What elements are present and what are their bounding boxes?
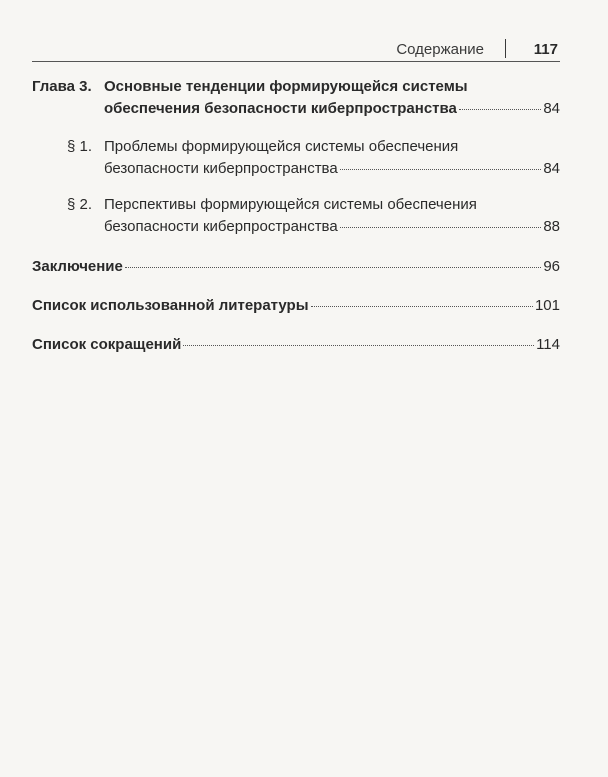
dot-leader — [459, 109, 541, 110]
toc-entry-title-line: безопасности киберпространства — [104, 160, 338, 177]
running-header — [32, 36, 560, 62]
toc-entry-references[interactable] — [32, 295, 560, 317]
toc-entry-title: Заключение — [32, 258, 123, 275]
header-rule — [32, 61, 560, 62]
toc-entry-section-1[interactable] — [32, 136, 560, 180]
toc-entry-conclusion[interactable] — [32, 256, 560, 278]
toc-entry-title-line: безопасности киберпространства — [104, 218, 338, 235]
toc-entry-abbreviations[interactable] — [32, 334, 560, 356]
dot-leader — [340, 227, 542, 228]
toc-page-number: 114 — [536, 336, 560, 353]
header-separator — [505, 39, 506, 58]
dot-leader — [183, 345, 534, 346]
toc-entry-title-line: обеспечения безопасности киберпространства — [104, 100, 457, 117]
toc-page-number: 88 — [543, 218, 560, 235]
toc-entry-chapter-3[interactable] — [32, 76, 560, 120]
toc-entry-title-line: Основные тенденции формирующейся системы — [104, 78, 468, 95]
toc-page-number: 101 — [534, 297, 560, 314]
toc-entry-number: § 1. — [67, 138, 93, 155]
toc-entry-number: § 2. — [67, 196, 93, 213]
toc-page-number: 96 — [543, 258, 560, 275]
toc-page-number: 84 — [543, 100, 560, 117]
dot-leader — [340, 169, 542, 170]
dot-leader — [311, 306, 533, 307]
toc-entry-number: Глава 3. — [32, 78, 92, 95]
toc-entry-title-line: Перспективы формирующейся системы обеспечения — [104, 196, 477, 213]
running-header-title: Содержание — [396, 41, 484, 58]
page-number: 117 — [533, 41, 558, 58]
toc-page-number: 84 — [543, 160, 560, 177]
toc-entry-section-2[interactable] — [32, 194, 560, 238]
dot-leader — [125, 267, 541, 268]
toc-entry-title: Список использованной литературы — [32, 297, 309, 314]
toc-entry-title-line: Проблемы формирующейся системы обеспечения — [104, 138, 459, 155]
toc-entry-title: Список сокращений — [32, 336, 182, 353]
table-of-contents — [32, 76, 560, 373]
